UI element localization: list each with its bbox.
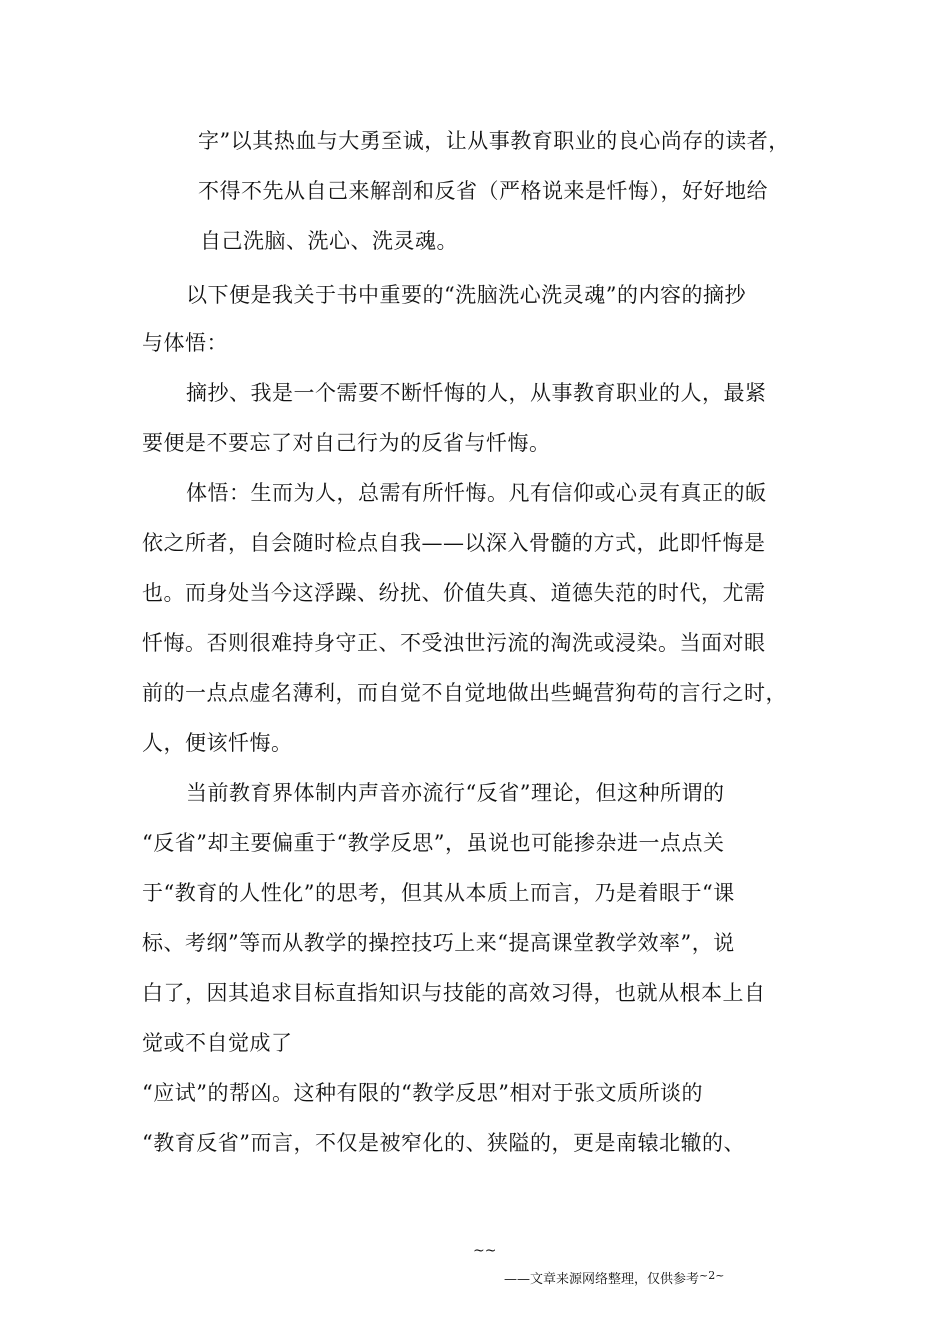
- text-line: 于“教育的人性化”的思考，但其从本质上而言，乃是着眼于“课: [142, 881, 735, 905]
- page-number-value: 2: [708, 1269, 716, 1282]
- text-line: 与体悟：: [142, 331, 228, 355]
- text-line: “反省”却主要偏重于“教学反思”，虽说也可能掺杂进一点点关: [142, 831, 725, 855]
- text-line: 不得不先从自己来解剖和反省（严格说来是忏悔），好好地给: [198, 179, 768, 203]
- text-line: 标、考纲”等而从教学的操控技巧上来“提高课堂教学效率”，说: [142, 931, 735, 955]
- text-line: 要便是不要忘了对自己行为的反省与忏悔。: [142, 431, 551, 455]
- text-line: 依之所者，自会随时检点自我——以深入骨髓的方式，此即忏悔是: [142, 531, 766, 555]
- page-number: [699, 1269, 724, 1282]
- page-prefix: ~: [699, 1269, 709, 1282]
- text-line: 忏悔。否则很难持身守正、不受浊世污流的淘洗或浸染。当面对眼: [142, 631, 766, 655]
- text-line: 以下便是我关于书中重要的“洗脑洗心洗灵魂”的内容的摘抄: [186, 283, 746, 307]
- footer-note: [504, 1269, 725, 1288]
- text-line: 白了，因其追求目标直指知识与技能的高效习得，也就从根本上自: [142, 981, 766, 1005]
- text-line: 自己洗脑、洗心、洗灵魂。: [200, 229, 458, 253]
- text-line: 觉或不自觉成了: [142, 1031, 293, 1055]
- text-line: 体悟：生而为人，总需有所忏悔。凡有信仰或心灵有真正的皈: [186, 481, 767, 505]
- page-suffix: ~: [715, 1269, 725, 1282]
- text-line: “应试”的帮凶。这种有限的“教学反思”相对于张文质所谈的: [142, 1081, 703, 1105]
- text-line: 前的一点点虚名薄利，而自觉不自觉地做出些蝇营狗苟的言行之时，: [142, 681, 787, 705]
- footer-mark: ~~: [473, 1243, 497, 1259]
- text-line: 字”以其热血与大勇至诚，让从事教育职业的良心尚存的读者，: [198, 129, 790, 153]
- text-line: 人，便该忏悔。: [142, 731, 293, 755]
- text-line: 也。而身处当今这浮躁、纷扰、价值失真、道德失范的时代，尤需: [142, 581, 766, 605]
- footer-source-text: ——文章来源网络整理，仅供参考: [504, 1272, 700, 1287]
- text-line: 摘抄、我是一个需要不断忏悔的人，从事教育职业的人，最紧: [186, 381, 767, 405]
- text-line: “教育反省”而言，不仅是被窄化的、狭隘的，更是南辕北辙的、: [142, 1131, 745, 1155]
- text-line: 当前教育界体制内声音亦流行“反省”理论，但这种所谓的: [186, 781, 725, 805]
